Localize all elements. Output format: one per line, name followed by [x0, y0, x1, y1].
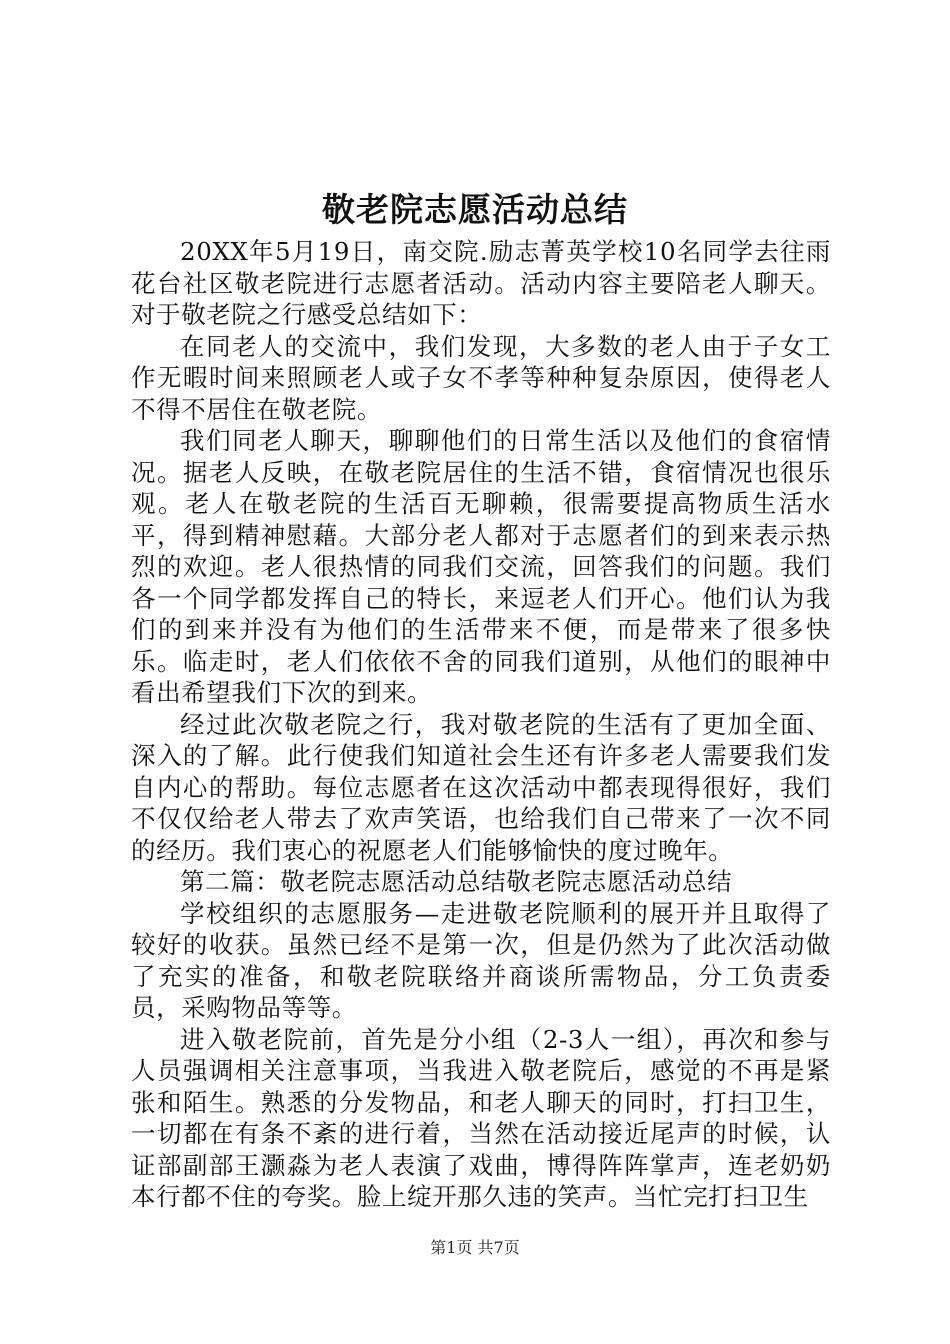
- paragraph-findings: 在同老人的交流中，我们发现，大多数的老人由于子女工作无暇时间来照顾老人或子女不孝等种种复杂原因，使得老人不得不居住在敬老院。: [131, 331, 831, 424]
- paragraph-conclusion: 经过此次敬老院之行，我对敬老院的生活有了更加全面、深入的了解。此行使我们知道社会生还有许多老人需要我们发自内心的帮助。每位志愿者在这次活动中都表现得很好，我们不仅仅给老人带去了欢声笑语，也给我们自己带来了一次不同的经历。我们衷心的祝愿老人们能够愉快的度过晚年。: [131, 709, 831, 865]
- paragraph-intro: 20XX年5月19日，南交院.励志菁英学校10名同学去往雨花台社区敬老院进行志愿者活动。活动内容主要陪老人聊天。对于敬老院之行感受总结如下：: [131, 237, 831, 329]
- document-body: [131, 236, 831, 1213]
- section-heading-part-two: 第二篇：敬老院志愿活动总结敬老院志愿活动总结: [180, 867, 733, 896]
- paragraph-preparation: 学校组织的志愿服务—走进敬老院顺利的展开并且取得了较好的收获。虽然已经不是第一次，但是仍然为了此次活动做了充实的准备，和敬老院联络并商谈所需物品，分工负责委员，采购物品等等。: [131, 898, 831, 1022]
- document-title: 敬老院志愿活动总结: [322, 190, 628, 229]
- paragraph-chat: 我们同老人聊天，聊聊他们的日常生活以及他们的食宿情况。据老人反映，在敬老院居住的生活不错，食宿情况也很乐观。老人在敬老院的生活百无聊赖，很需要提高物质生活水平，得到精神慰藉。大部分老人都对于志愿者们的到来表示热烈的欢迎。老人很热情的同我们交流，回答我们的问题。我们各一个同学都发挥自己的特长，来逗老人们开心。他们认为我们的到来并没有为他们的生活带来不便，而是带来了很多快乐。临走时，老人们依依不舍的同我们道别，从他们的眼神中看出希望我们下次的到来。: [131, 426, 831, 707]
- paragraph-activities: 进入敬老院前，首先是分小组（2-3人一组），再次和参与人员强调相关注意事项，当我进入敬老院后，感觉的不再是紧张和陌生。熟悉的分发物品，和老人聊天的同时，打扫卫生，一切都在有条不紊的进行着，当然在活动接近尾声的时候，认证部副部王灏淼为老人表演了戏曲，博得阵阵掌声，连老奶奶本行都不住的夸奖。脸上绽开那久违的笑声。当忙完打扫卫生: [131, 1024, 831, 1211]
- page-number-footer: 第1页 共7页: [430, 1238, 520, 1257]
